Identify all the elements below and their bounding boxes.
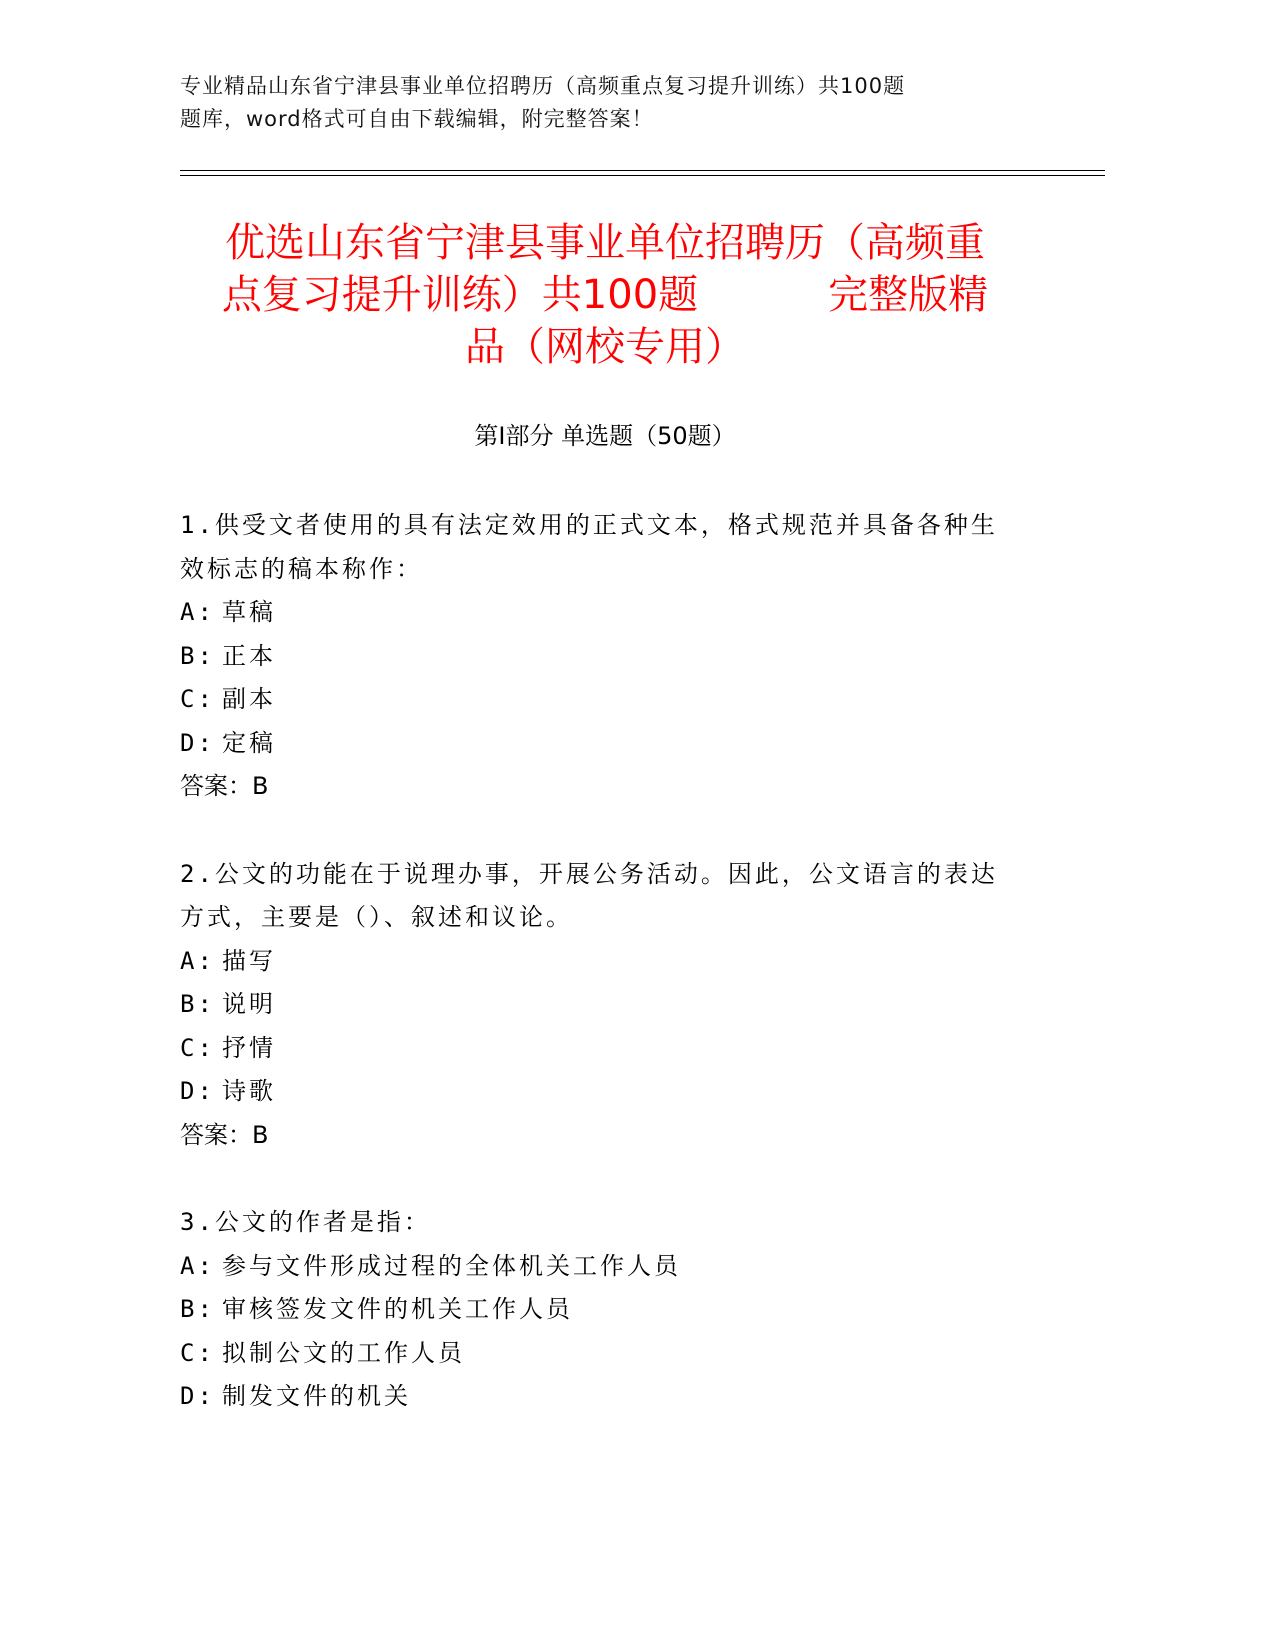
question-1-option-c	[180, 678, 1050, 722]
option-text: 审核签发文件的机关工作人员	[222, 1295, 573, 1323]
question-2-text-line-1: 2.公文的功能在于说理办事，开展公务活动。因此，公文语言的表达	[180, 859, 998, 888]
option-letter: A:	[180, 946, 215, 975]
option-text: 拟制公文的工作人员	[222, 1338, 465, 1367]
question-1-text-line-2: 效标志的稿本称作：	[180, 554, 423, 583]
question-3-option-b	[180, 1288, 1050, 1332]
option-text: 参与文件形成过程的全体机关工作人员	[222, 1251, 681, 1280]
option-text: 说明	[222, 990, 276, 1018]
question-1-option-b	[180, 635, 1050, 679]
question-list	[180, 504, 1050, 1463]
option-letter: B:	[180, 641, 215, 670]
option-text: 定稿	[222, 728, 276, 757]
header-rule-top	[180, 170, 1105, 171]
option-letter: D:	[180, 728, 215, 757]
question-1	[180, 504, 1050, 809]
question-1-option-a	[180, 591, 1050, 635]
option-text: 诗歌	[222, 1077, 276, 1105]
header-rule-bottom	[180, 175, 1105, 176]
question-3-option-d	[180, 1375, 1050, 1419]
option-text: 正本	[222, 641, 276, 670]
option-letter: C:	[180, 685, 215, 713]
question-1-option-d	[180, 722, 1050, 766]
question-2	[180, 853, 1050, 1158]
question-3	[180, 1201, 1050, 1419]
option-letter: D:	[180, 1382, 215, 1410]
question-2-text-line-2: 方式，主要是（）、叙述和议论。	[180, 903, 573, 931]
option-letter: D:	[180, 1077, 215, 1105]
document-title	[180, 217, 1030, 373]
question-2-option-a	[180, 940, 1050, 984]
question-3-option-a	[180, 1245, 1050, 1289]
question-2-answer: 答案：B	[180, 1120, 269, 1149]
section-title: 第I部分 单选题（50题）	[474, 422, 736, 450]
header-line-1: 专业精品山东省宁津县事业单位招聘历（高频重点复习提升训练）共100题	[180, 74, 906, 98]
option-letter: C:	[180, 1033, 215, 1062]
title-line-3: 品（网校专用）	[465, 324, 745, 370]
option-text: 描写	[222, 946, 276, 975]
title-line-2a: 点复习提升训练）共100题	[221, 272, 699, 318]
question-1-text-line-1: 1.供受文者使用的具有法定效用的正式文本，格式规范并具备各种生	[180, 511, 998, 539]
option-text: 副本	[222, 685, 276, 713]
question-3-option-c	[180, 1332, 1050, 1376]
question-2-option-b	[180, 983, 1050, 1027]
option-text: 制发文件的机关	[222, 1382, 411, 1410]
question-3-text-line-1: 3.公文的作者是指：	[180, 1208, 431, 1236]
title-line-1: 优选山东省宁津县事业单位招聘历（高频重	[225, 220, 985, 266]
option-text: 抒情	[222, 1033, 276, 1062]
option-letter: C:	[180, 1338, 215, 1367]
header-line-2: 题库，word格式可自由下载编辑，附完整答案！	[180, 107, 654, 131]
option-letter: A:	[180, 1251, 215, 1280]
document-header	[180, 70, 1080, 136]
option-letter: B:	[180, 1295, 215, 1323]
question-1-answer: 答案：B	[180, 772, 269, 800]
title-line-2	[180, 269, 1030, 321]
question-2-option-c	[180, 1027, 1050, 1071]
option-letter: A:	[180, 598, 215, 626]
option-letter: B:	[180, 990, 215, 1018]
title-line-2b: 完整版精	[828, 272, 989, 318]
question-2-option-d	[180, 1070, 1050, 1114]
option-text: 草稿	[222, 598, 276, 626]
